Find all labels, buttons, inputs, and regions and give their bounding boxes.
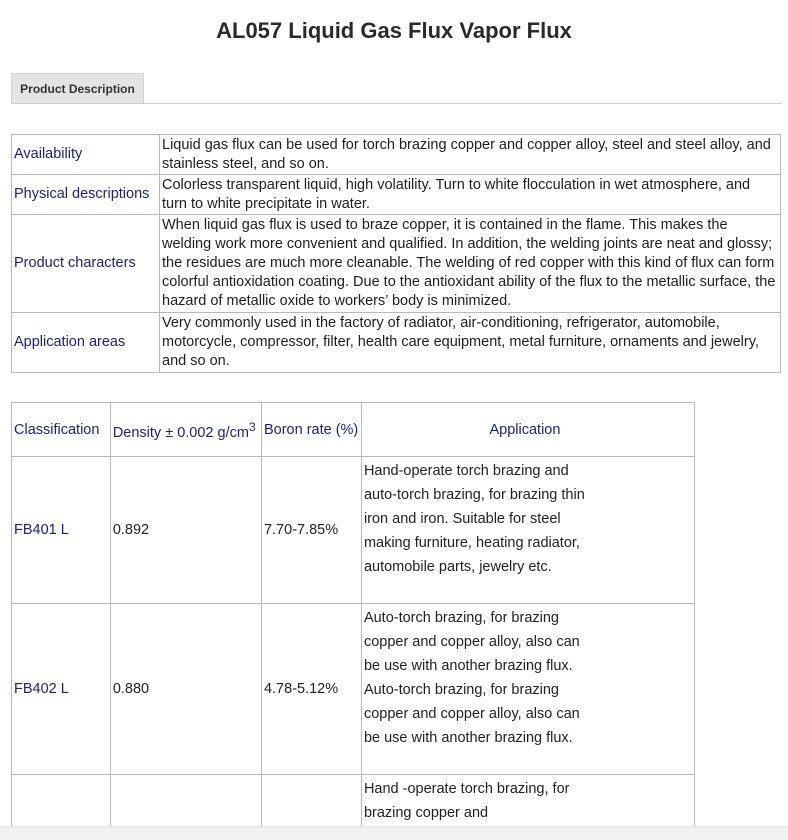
application-header — [361, 403, 694, 457]
application-cell — [361, 457, 694, 604]
description-label: Physical descriptions — [12, 175, 160, 215]
description-row — [12, 175, 781, 215]
bottom-bar — [0, 826, 788, 840]
application-text: Hand-operate torch brazing and auto-torch brazing, for brazing thin iron and iron. Suitable for steel making furniture, heating radiator, automobile parts, jewelry etc. — [363, 463, 585, 575]
description-value: Colorless transparent liquid, high volatility. Turn to white flocculation in wet atmosphere, and turn to white precipitate in water. — [160, 175, 781, 215]
table-row — [12, 604, 695, 775]
density-cell: 0.892 — [110, 457, 261, 604]
description-label: Product characters — [12, 215, 160, 313]
description-label: Application areas — [12, 313, 160, 373]
table-row — [12, 457, 695, 604]
description-value: When liquid gas flux is used to braze copper, it is contained in the flame. This makes the welding work more convenient and qualified. In addition, the welding joints are neat and glossy; the residues are much more cleanable. The welding of red copper with this kind of flux can form colorful antioxidation coating. Due to the antioxidant ability of the flux to the metallic surface, the hazard of metallic oxide to workers’ body is minimized. — [160, 215, 781, 313]
application-text: Auto-torch brazing, for brazing copper and copper alloy, also can be use with another brazing flux. Auto-torch brazing, for brazing copper and copper alloy, also can be use with another brazing flux. — [363, 610, 580, 746]
description-value: Very commonly used in the factory of radiator, air-conditioning, refrigerator, automobile, motorcycle, compressor, filter, health care equipment, metal furniture, ornaments and jewelry, and so on. — [160, 313, 781, 373]
description-row — [12, 135, 781, 175]
tab-product-description[interactable]: Product Description — [11, 73, 144, 103]
boron-rate-cell: 7.70-7.85% — [261, 457, 361, 604]
classification-header: Classification — [12, 403, 111, 457]
classification-cell: FB402 L — [12, 604, 111, 775]
application-header-text: Application — [489, 421, 561, 438]
density-header — [110, 403, 261, 457]
application-cell — [361, 604, 694, 775]
description-row — [12, 215, 781, 313]
density-header-text: Density ± 0.002 g/cm — [112, 424, 249, 441]
classification-cell: FB401 L — [12, 457, 111, 604]
boron-rate-cell: 4.78-5.12% — [261, 604, 361, 775]
description-row — [12, 313, 781, 373]
spec-header-row — [12, 403, 695, 457]
description-value: Liquid gas flux can be used for torch brazing copper and copper alloy, steel and steel alloy, and stainless steel, and so on. — [160, 135, 781, 175]
boron-rate-header: Boron rate (%) — [261, 403, 361, 457]
density-cell: 0.880 — [110, 604, 261, 775]
page-title: AL057 Liquid Gas Flux Vapor Flux — [216, 18, 572, 43]
product-description-table — [11, 134, 781, 373]
tab-bar — [11, 73, 782, 104]
density-header-superscript: 3 — [248, 419, 256, 434]
specification-table — [11, 402, 695, 835]
description-label: Availability — [12, 135, 160, 175]
application-text: Hand -operate torch brazing, for brazing copper and — [363, 781, 570, 821]
